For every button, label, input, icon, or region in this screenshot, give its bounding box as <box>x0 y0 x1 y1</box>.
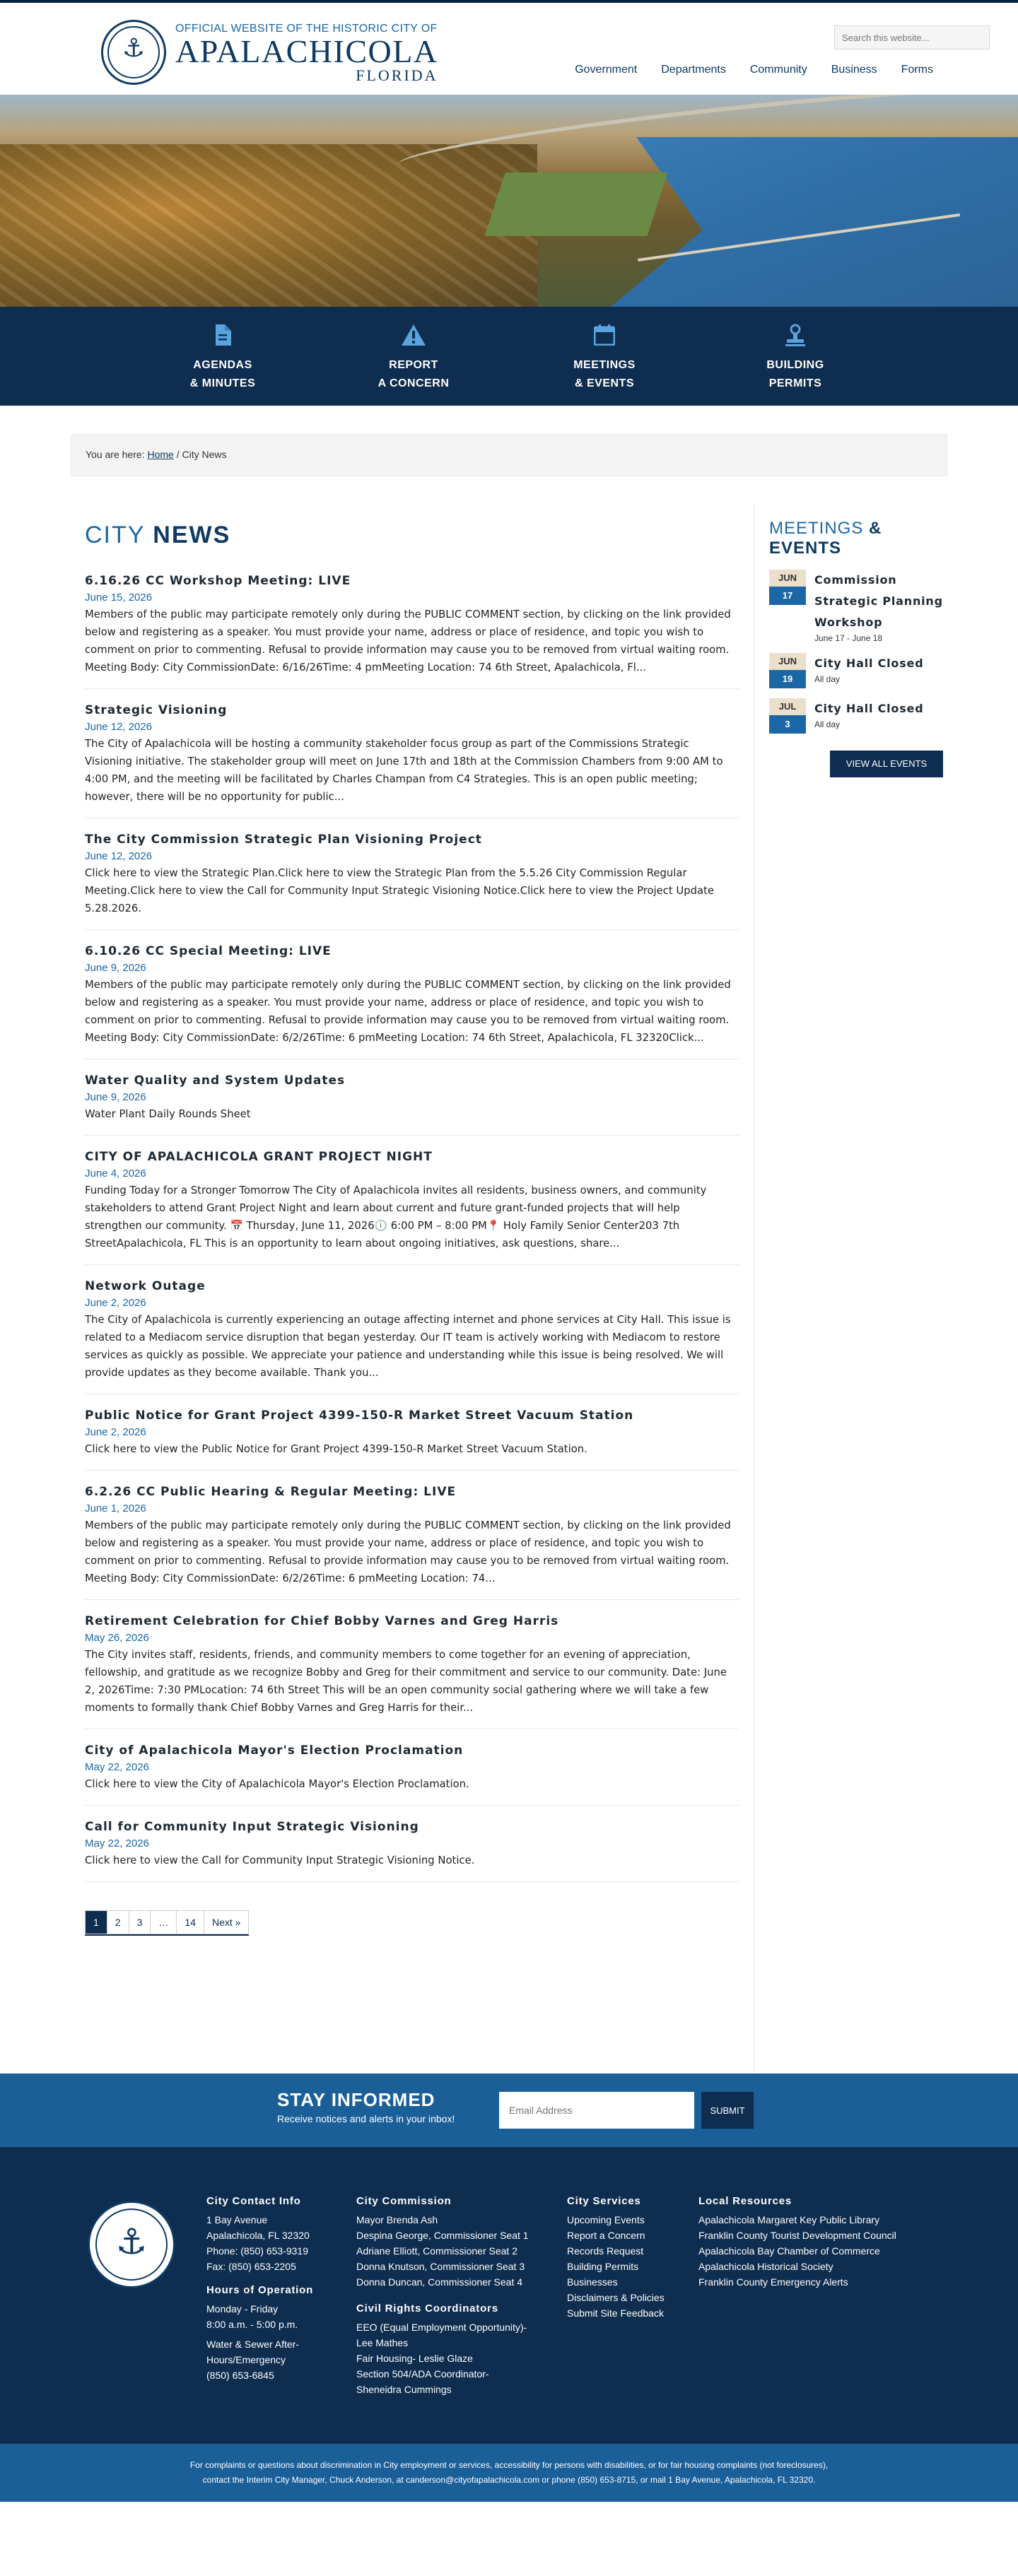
quick-link-report-l1: REPORT <box>389 359 438 371</box>
footer-civil-title: Civil Rights Coordinators <box>356 2302 498 2315</box>
footer-line: Apalachicola, FL 32320 <box>206 2230 310 2241</box>
quick-link-meetings-l1: MEETINGS <box>573 359 636 371</box>
news-post-excerpt: Funding Today for a Stronger Tomorrow The City of Apalachicola invites all residents, business owners, and community stakeholders to attend Grant Project Night and learn about current and future grant-funded projects that will help strengthen our community. 📅 Thursday, June 11, 2026🕕 6:00 PM – 8:00 PM📍 Holy Family Senior Center203 7th StreetApalachicola, FL This is an opportunity to learn about ongoing initiatives, ask questions, share... <box>85 1184 707 1249</box>
page-1[interactable]: 1 <box>86 1911 107 1934</box>
news-post-title[interactable]: The City Commission Strategic Plan Visioning Project <box>85 833 482 847</box>
footer-link-chamber[interactable]: Apalachicola Bay Chamber of Commerce <box>698 2245 880 2257</box>
footer-link-emergency-alerts[interactable]: Franklin County Emergency Alerts <box>698 2276 848 2288</box>
news-post <box>85 942 739 1059</box>
news-post-date: June 2, 2026 <box>85 1297 146 1309</box>
site-header <box>0 3 1018 95</box>
news-post-title[interactable]: 6.10.26 CC Special Meeting: LIVE <box>85 944 332 958</box>
quick-link-agendas-l2: & MINUTES <box>189 377 256 389</box>
page-2[interactable]: 2 <box>107 1911 129 1934</box>
footer-link-building-permits[interactable]: Building Permits <box>567 2261 639 2272</box>
footer-contact-col <box>206 2194 348 2383</box>
news-post-excerpt: Click here to view the Public Notice for Grant Project 4399-150-R Market Street Vacuum Station. <box>85 1443 587 1455</box>
news-post-excerpt: Click here to view the Strategic Plan.Click here to view the Strategic Plan from the 5.5.26 City Commission Regular Meeting.Click here to view the Call for Community Input Strategic Visioning Notice.Click here to view the Project Update 5.28.2026. <box>85 867 714 914</box>
footer-link-historical-society[interactable]: Apalachicola Historical Society <box>698 2261 833 2272</box>
main-nav <box>575 64 933 76</box>
news-post-title[interactable]: CITY OF APALACHICOLA GRANT PROJECT NIGHT <box>85 1150 433 1164</box>
event-title[interactable]: City Hall Closed <box>814 702 924 715</box>
footer-link-upcoming-events[interactable]: Upcoming Events <box>567 2214 645 2225</box>
quick-link-meetings[interactable] <box>509 307 700 406</box>
footer-line: 8:00 a.m. - 5:00 p.m. <box>206 2319 298 2330</box>
event-item[interactable] <box>769 653 947 688</box>
footer-commission-col <box>356 2194 554 2397</box>
anchor-icon: ⚓ <box>115 2221 148 2262</box>
quick-link-agendas-l1: AGENDAS <box>193 359 252 371</box>
news-post-excerpt: The City invites staff, residents, friends, and community members to come together for an evening of appreciation, fellowship, and gratitude as we recognize Bobby and Greg for their commitment and service to our community. Date: June 2, 2026Time: 7:30 PMLocation: 74 6th Street This will be an open community social gathering where we will take a few moments to formally thank Chief Bobby Varnes and Greg Harris for their... <box>85 1649 727 1714</box>
quick-link-permits-l1: BUILDING <box>766 359 824 371</box>
quick-link-agendas[interactable] <box>127 307 318 406</box>
news-post-date: May 22, 2026 <box>85 1837 149 1849</box>
nav-government[interactable]: Government <box>575 64 638 76</box>
page-next[interactable]: Next » <box>211 1917 241 1928</box>
footer-line: Hours/Emergency <box>206 2354 286 2365</box>
event-date-badge: JUN 19 <box>769 653 806 688</box>
news-post-title[interactable]: City of Apalachicola Mayor's Election Proclamation <box>85 1743 464 1758</box>
stay-informed-title: STAY INFORMED <box>277 2089 435 2110</box>
footer-line: 1 Bay Avenue <box>206 2214 268 2225</box>
news-post-date: June 2, 2026 <box>85 1426 146 1438</box>
news-post-excerpt: Members of the public may participate remotely only during the PUBLIC COMMENT section, by clicking on the link provided below and registering as a speaker. You must provide your name, address or place of residence, and topic you wish to comment on prior to commenting. Refusal to provide information may cause you to be removed from virtual waiting room. Meeting Body: City CommissionDate: 6/2/26Time: 6 pmMeeting Location: 74... <box>85 1519 731 1584</box>
view-all-events-button[interactable]: VIEW ALL EVENTS <box>830 751 943 777</box>
page-ellipsis: … <box>151 1911 177 1934</box>
news-post <box>85 1406 739 1471</box>
pagination <box>85 1910 249 1934</box>
quick-link-permits-l2: PERMITS <box>768 377 822 389</box>
footer-line: Mayor Brenda Ash <box>356 2214 438 2225</box>
footer-line: Fair Housing- Leslie Glaze <box>356 2353 473 2364</box>
anchor-icon: ⚓ <box>122 34 146 63</box>
site-logo-text[interactable] <box>175 23 438 83</box>
news-post-excerpt: The City of Apalachicola will be hosting a community stakeholder focus group as part of the Commissions Strategic Visioning initiative. The stakeholder group will meet on June 17th and 18th at the Commission Chambers from 9:00 AM to 4:00 PM, and the meeting will be facilitated by Charles Champan from C4 Strategies. This is an open public meeting; however, there will be no opportunity for public... <box>85 738 723 803</box>
search-input[interactable] <box>834 25 990 49</box>
document-icon <box>127 322 318 348</box>
footer-line: Donna Duncan, Commissioner Seat 4 <box>356 2276 523 2288</box>
news-post-date: June 15, 2026 <box>85 592 153 604</box>
news-post-title[interactable]: 6.16.26 CC Workshop Meeting: LIVE <box>85 574 351 588</box>
footer-line: Water & Sewer After- <box>206 2339 299 2350</box>
page-14[interactable]: 14 <box>177 1911 204 1934</box>
footer-link-library[interactable]: Apalachicola Margaret Key Public Library <box>698 2214 880 2225</box>
event-subtitle: All day <box>814 674 841 684</box>
news-post-date: June 12, 2026 <box>85 850 153 862</box>
news-post-excerpt: Members of the public may participate remotely only during the PUBLIC COMMENT section, by clicking on the link provided below and registering as a speaker. You must provide your name, address or place of residence, and topic you wish to comment on prior to commenting. Refusal to provide information may cause you to be removed from virtual waiting room. Meeting Body: City CommissionDate: 6/2/26Time: 6 pmMeeting Location: 74 6th Street, Apalachicola, FL 32320Click... <box>85 979 731 1044</box>
news-post <box>85 572 739 689</box>
news-list <box>85 572 739 1882</box>
submit-button[interactable]: SUBMIT <box>701 2092 754 2129</box>
breadcrumb-separator: / <box>173 449 182 460</box>
legal-line-1: For complaints or questions about discrimination in City employment or services, accessibility for persons with disabilities, or for fair housing complaints (not foreclosures), <box>189 2460 829 2470</box>
logo-state-name: FLORIDA <box>356 66 438 84</box>
news-post <box>85 1741 739 1806</box>
quick-links-bar <box>0 307 1018 406</box>
legal-notice <box>0 2444 1018 2502</box>
news-post-excerpt: Members of the public may participate remotely only during the PUBLIC COMMENT section, by clicking on the link provided below and registering as a speaker. You must provide your name, address or place of residence, and topic you wish to comment on prior to commenting. Refusal to provide information may cause you to be removed from virtual waiting room. Meeting Body: City CommissionDate: 6/16/26Time: 4 pmMeeting Location: 74 6th Street, Apalachicola, Fl... <box>85 608 731 674</box>
news-post-title[interactable]: Water Quality and System Updates <box>85 1074 346 1088</box>
footer-contact-title: City Contact Info <box>206 2195 301 2207</box>
news-post-date: June 1, 2026 <box>85 1502 146 1515</box>
news-post <box>85 1483 739 1600</box>
news-post-excerpt: Click here to view the Call for Community Input Strategic Visioning Notice. <box>85 1854 475 1866</box>
news-post-title[interactable]: Strategic Visioning <box>85 703 228 717</box>
hero-aerial-photo <box>0 95 1018 307</box>
quick-link-report-l2: A CONCERN <box>378 377 450 389</box>
main-area <box>71 476 947 2074</box>
news-post-excerpt: The City of Apalachicola is currently experiencing an outage affecting internet and phone services at City Hall. This issue is related to a Mediacom service disruption that began yesterday. Our IT team is actively working with Mediacom to restore services as quickly as possible. We appreciate your patience and understanding while this issue is being resolved. We will provide updates as they become available. Thank you... <box>85 1314 731 1379</box>
stay-informed-banner <box>0 2074 1018 2147</box>
footer-link-disclaimers[interactable]: Disclaimers & Policies <box>567 2292 665 2303</box>
footer-city-seal <box>88 2201 175 2288</box>
news-post <box>85 1818 739 1882</box>
footer-services-title: City Services <box>567 2195 641 2207</box>
breadcrumb-prefix: You are here: <box>86 449 148 460</box>
footer-line: Donna Knutson, Commissioner Seat 3 <box>356 2261 525 2272</box>
event-date-badge: JUN 17 <box>769 570 806 643</box>
news-post-title[interactable]: 6.2.26 CC Public Hearing & Regular Meeting: LIVE <box>85 1485 457 1499</box>
footer-link-businesses[interactable]: Businesses <box>567 2276 618 2288</box>
event-item[interactable] <box>769 570 947 643</box>
event-date-badge: JUL 3 <box>769 698 806 734</box>
logo-official-line: OFFICIAL WEBSITE OF THE HISTORIC CITY OF <box>175 23 438 35</box>
page-title: CITY NEWS <box>85 522 231 548</box>
footer-link-records-request[interactable]: Records Request <box>567 2245 644 2257</box>
nav-business[interactable]: Business <box>831 64 877 76</box>
footer-line: EEO (Equal Employment Opportunity)- <box>356 2322 527 2333</box>
quick-link-permits[interactable] <box>700 307 891 406</box>
footer-line: Section 504/ADA Coordinator- <box>356 2368 489 2380</box>
site-footer <box>0 2147 1018 2444</box>
news-post-title[interactable]: Network Outage <box>85 1279 206 1293</box>
footer-link-report-concern[interactable]: Report a Concern <box>567 2230 645 2241</box>
footer-line: Adriane Elliott, Commissioner Seat 2 <box>356 2245 517 2257</box>
breadcrumb-home-link[interactable]: Home <box>147 449 174 460</box>
footer-line: Despina George, Commissioner Seat 1 <box>356 2230 529 2241</box>
news-post <box>85 830 739 930</box>
quick-link-report[interactable] <box>318 307 509 406</box>
email-field[interactable] <box>499 2092 694 2129</box>
news-post-title[interactable]: Retirement Celebration for Chief Bobby Varnes and Greg Harris <box>85 1614 559 1628</box>
breadcrumb-current: City News <box>182 449 227 460</box>
breadcrumb <box>71 434 947 476</box>
news-content <box>85 476 739 1934</box>
city-seal-logo[interactable] <box>101 20 166 85</box>
footer-link-tourist-council[interactable]: Franklin County Tourist Development Council <box>698 2230 896 2241</box>
nav-departments[interactable]: Departments <box>661 64 726 76</box>
footer-resources-title: Local Resources <box>698 2195 792 2207</box>
footer-line: Lee Mathes <box>356 2337 409 2348</box>
events-sidebar <box>769 519 947 777</box>
news-post-date: June 9, 2026 <box>85 1091 146 1103</box>
news-post-title[interactable]: Call for Community Input Strategic Visioning <box>85 1820 419 1834</box>
nav-forms[interactable]: Forms <box>901 64 933 76</box>
permit-icon <box>700 322 891 348</box>
warning-icon <box>318 322 509 348</box>
legal-line-2: contact the Interim City Manager, Chuck Anderson, at canderson@cityofapalachicola.com or phone (850) 653-8715, or mail 1 Bay Avenue, Apalachicola, FL 32320. <box>202 2475 816 2485</box>
footer-resources-col <box>698 2194 939 2290</box>
event-title[interactable]: City Hall Closed <box>814 657 924 670</box>
footer-services-col <box>567 2194 694 2321</box>
event-subtitle: All day <box>814 719 841 729</box>
news-post-title[interactable]: Public Notice for Grant Project 4399-150-R Market Street Vacuum Station <box>85 1408 634 1423</box>
page-3[interactable]: 3 <box>129 1911 151 1934</box>
news-post-date: May 26, 2026 <box>85 1632 149 1644</box>
news-post-excerpt: Water Plant Daily Rounds Sheet <box>85 1108 251 1120</box>
stay-informed-subtitle: Receive notices and alerts in your inbox! <box>277 2113 455 2124</box>
calendar-icon <box>509 322 700 348</box>
footer-line: Monday - Friday <box>206 2303 279 2315</box>
logo-city-name: APALACHICOLA <box>175 33 438 69</box>
footer-link-site-feedback[interactable]: Submit Site Feedback <box>567 2307 664 2319</box>
news-post <box>85 1071 739 1136</box>
event-subtitle: June 17 - June 18 <box>814 633 883 643</box>
footer-line: Phone: (850) 653-9319 <box>206 2245 308 2257</box>
news-post <box>85 1612 739 1729</box>
nav-community[interactable]: Community <box>749 64 807 76</box>
quick-link-meetings-l2: & EVENTS <box>574 377 634 389</box>
news-post-date: June 9, 2026 <box>85 962 146 974</box>
footer-line: (850) 653-6845 <box>206 2370 274 2381</box>
news-post-date: June 12, 2026 <box>85 721 153 733</box>
news-post <box>85 701 739 818</box>
sidebar-title: MEETINGS & EVENTS <box>769 519 882 558</box>
news-post-excerpt: Click here to view the City of Apalachicola Mayor's Election Proclamation. <box>85 1778 469 1790</box>
news-post <box>85 1277 739 1394</box>
news-post-date: May 22, 2026 <box>85 1761 149 1773</box>
footer-commission-title: City Commission <box>356 2195 452 2207</box>
footer-hours-title: Hours of Operation <box>206 2284 314 2296</box>
event-item[interactable] <box>769 698 947 734</box>
news-post-date: June 4, 2026 <box>85 1168 146 1180</box>
news-post <box>85 1148 739 1265</box>
event-title[interactable]: Commission Strategic Planning Workshop <box>814 573 943 629</box>
footer-line: Fax: (850) 653-2205 <box>206 2261 296 2272</box>
footer-line: Sheneidra Cummings <box>356 2384 452 2395</box>
